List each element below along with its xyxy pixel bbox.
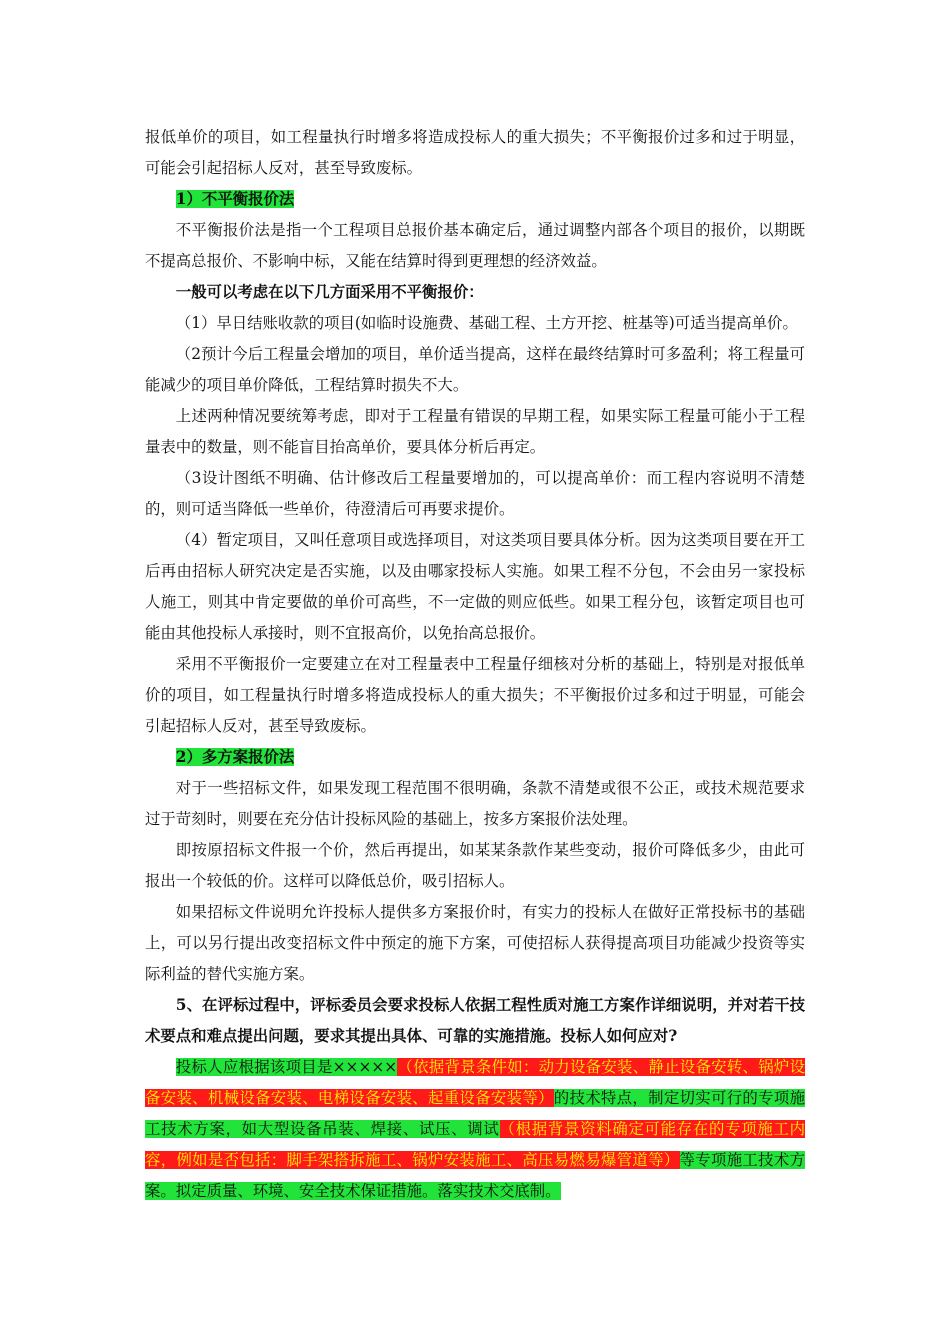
paragraph-caution: 采用不平衡报价一定要建立在对工程量表中工程量仔细核对分析的基础上，特别是对报低单价的项目，如工程量执行时增多将造成投标人的重大损失；不平衡报价过多和过于明显，可能会引起招标人反对，甚至导致废标。 bbox=[145, 655, 805, 735]
paragraph-multi-1: 对于一些招标文件，如果发现工程范围不很明确，条款不清楚或很不公正，或技术规范要求过于苛刻时，则要在充分估计投标风险的基础上，按多方案报价法处理。 bbox=[145, 779, 805, 828]
answer-paragraph bbox=[145, 1052, 805, 1207]
paragraph-item-2: （2预计今后工程量会增加的项目，单价适当提高，这样在最终结算时可多盈利；将工程量可能减少的项目单价降低，工程结算时损失不大。 bbox=[145, 345, 805, 394]
answer-green-3: 等专项施工技术方案。拟定质量、环境、安全技术保证措施。落实技术交底制。 bbox=[145, 1151, 805, 1200]
paragraph-note: 上述两种情况要统筹考虑，即对于工程量有错误的早期工程，如果实际工程量可能小于工程量表中的数量，则不能盲目抬高单价，要具体分析后再定。 bbox=[145, 407, 805, 456]
paragraph-definition: 不平衡报价法是指一个工程项目总报价基本确定后，通过调整内部各个项目的报价，以期既不提高总报价、不影响中标，又能在结算时得到更理想的经济效益。 bbox=[145, 221, 805, 270]
answer-green-1: 投标人应根据该项目是××××× bbox=[175, 1058, 398, 1076]
paragraph-item-4: （4）暂定项目，又叫任意项目或选择项目，对这类项目要具体分析。因为这类项目要在开工后再由招标人研究决定是否实施，以及由哪家投标人实施。如果工程不分包，不会由另一家投标人施工，则其中肯定要做的单价可高些，不一定做的则应低些。如果工程分包，该暂定项目也可能由其他投标人承接时，则不宜报高价，以免抬高总报价。 bbox=[145, 531, 805, 642]
heading-unbalanced-bid bbox=[145, 184, 805, 215]
paragraph-continuation: 报低单价的项目，如工程量执行时增多将造成投标人的重大损失；不平衡报价过多和过于明显，可能会引起招标人反对，甚至导致废标。 bbox=[145, 128, 805, 177]
answer-green-2: 的技术特点，制定切实可行的专项施工技术方案，如大型设备吊装、焊接、试压、调试 bbox=[145, 1089, 805, 1138]
paragraph-item-1: （1）早日结账收款的项目(如临时设施费、基础工程、土方开挖、桩基等)可适当提高单价。 bbox=[175, 314, 798, 332]
answer-red-1: （依据背景条件如：动力设备安装、静止设备安转、锅炉设备安装、机械设备安装、电梯设备安装、起重设备安装等） bbox=[145, 1058, 805, 1107]
paragraph-multi-3: 如果招标文件说明允许投标人提供多方案报价时，有实力的投标人在做好正常投标书的基础上，可以另行提出改变招标文件中预定的施下方案，可使招标人获得提高项目功能减少投资等实际利益的替代实施方案。 bbox=[145, 903, 805, 983]
paragraph-subheading: 一般可以考虑在以下几方面采用不平衡报价： bbox=[175, 283, 484, 301]
answer-red-2: （根据背景资料确定可能存在的专项施工内容，例如是否包括：脚手架搭拆施工、锅炉安装施工、高压易燃易爆管道等） bbox=[145, 1120, 805, 1169]
question-5: 5、在评标过程中，评标委员会要求投标人依据工程性质对施工方案作详细说明，并对若干技术要点和难点提出问题，要求其提出具体、可靠的实施措施。投标人如何应对? bbox=[145, 996, 805, 1045]
paragraph-item-3: （3设计图纸不明确、估计修改后工程量要增加的，可以提高单价：而工程内容说明不清楚的，则可适当降低一些单价，待澄清后可再要求提价。 bbox=[145, 469, 805, 518]
heading-multi-scheme-text: 2）多方案报价法 bbox=[175, 748, 295, 766]
heading-multi-scheme bbox=[145, 742, 805, 773]
heading-unbalanced-bid-text: 1）不平衡报价法 bbox=[175, 190, 295, 208]
paragraph-multi-2: 即按原招标文件报一个价，然后再提出，如某某条款作某些变动，报价可降低多少，由此可报出一个较低的价。这样可以降低总价，吸引招标人。 bbox=[145, 841, 805, 890]
document-page bbox=[145, 122, 805, 1207]
